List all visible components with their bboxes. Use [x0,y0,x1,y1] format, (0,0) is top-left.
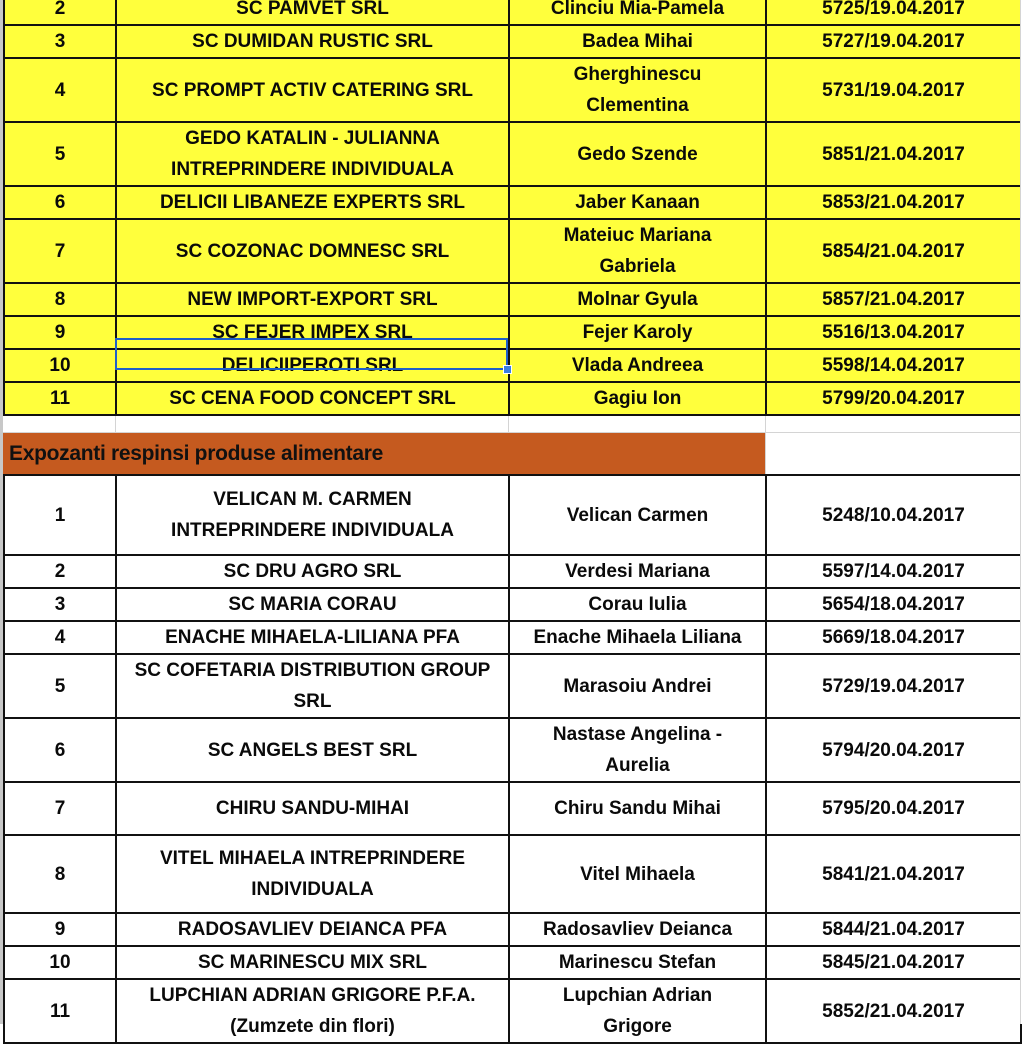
table-row [4,913,1021,946]
cell-registration[interactable]: 5597/14.04.2017 [766,555,1021,588]
company-line: VITEL MIHAELA INTREPRINDERE [159,848,466,869]
company-line: VELICAN M. CARMEN [213,489,412,510]
company-line: (Zumzete din flori) [230,1016,395,1037]
cell-company[interactable]: SC COZONAC DOMNESC SRL [116,219,509,283]
table-row [4,186,1021,219]
cell-nr[interactable]: 11 [4,382,116,415]
cell-person[interactable] [509,718,766,782]
table-row [4,475,1021,555]
cell-person[interactable]: Fejer Karoly [509,316,766,349]
cell-person[interactable]: Vitel Mihaela [509,835,766,913]
cell-nr[interactable]: 3 [4,588,116,621]
cell-company[interactable]: SC PROMPT ACTIV CATERING SRL [116,58,509,122]
accepted-exhibitors-table [3,0,1022,416]
cell-person[interactable]: Gagiu Ion [509,382,766,415]
cell-nr[interactable]: 5 [4,654,116,718]
company-line: GEDO KATALIN - JULIANNA [185,128,440,149]
cell-company[interactable]: SC MARINESCU MIX SRL [116,946,509,979]
cell-person[interactable]: Chiru Sandu Mihai [509,782,766,835]
cell-person[interactable]: Clinciu Mia-Pamela [509,0,766,25]
cell-company-selected[interactable]: DELICIIPEROTI SRL [116,349,509,382]
section-header-rejected[interactable]: Expozanti respinsi produse alimentare [3,433,765,474]
cell-company[interactable]: SC ANGELS BEST SRL [116,718,509,782]
cell-person[interactable]: Marasoiu Andrei [509,654,766,718]
cell-registration[interactable]: 5857/21.04.2017 [766,283,1021,316]
cell-person[interactable]: Marinescu Stefan [509,946,766,979]
table-row [4,283,1021,316]
company-line: INDIVIDUALA [251,879,374,900]
cell-person[interactable]: Corau Iulia [509,588,766,621]
cell-nr[interactable]: 8 [4,283,116,316]
cell-nr[interactable]: 4 [4,621,116,654]
cell-person[interactable] [509,979,766,1043]
person-line: Mateiuc Mariana [563,225,712,246]
cell-registration[interactable]: 5854/21.04.2017 [766,219,1021,283]
cell-registration[interactable]: 5731/19.04.2017 [766,58,1021,122]
table-row [4,122,1021,186]
cell-person[interactable]: Gedo Szende [509,122,766,186]
cell-company[interactable]: NEW IMPORT-EXPORT SRL [116,283,509,316]
cell-person[interactable]: Enache Mihaela Liliana [509,621,766,654]
cell-company[interactable] [116,475,509,555]
cell-company[interactable] [116,979,509,1043]
fill-handle[interactable] [503,365,512,374]
table-row [4,382,1021,415]
person-line: Gherghinescu [573,64,702,85]
cell-registration[interactable]: 5845/21.04.2017 [766,946,1021,979]
table-row [4,316,1021,349]
cell-registration[interactable]: 5851/21.04.2017 [766,122,1021,186]
cell-registration[interactable]: 5248/10.04.2017 [766,475,1021,555]
cell-registration[interactable]: 5852/21.04.2017 [766,979,1021,1043]
cell-nr[interactable]: 8 [4,835,116,913]
company-line: LUPCHIAN ADRIAN GRIGORE P.F.A. [149,985,476,1006]
cell-nr[interactable]: 5 [4,122,116,186]
cell-nr[interactable]: 7 [4,219,116,283]
cell-nr[interactable]: 7 [4,782,116,835]
table-row [4,58,1021,122]
cell-nr[interactable]: 3 [4,25,116,58]
cell-person[interactable]: Vlada Andreea [509,349,766,382]
cell-person[interactable]: Jaber Kanaan [509,186,766,219]
company-line: SC COFETARIA DISTRIBUTION GROUP [134,660,491,681]
cell-registration[interactable]: 5799/20.04.2017 [766,382,1021,415]
cell-nr[interactable]: 10 [4,946,116,979]
cell-registration[interactable]: 5516/13.04.2017 [766,316,1021,349]
cell-nr[interactable]: 9 [4,913,116,946]
table-row [4,219,1021,283]
cell-registration[interactable]: 5844/21.04.2017 [766,913,1021,946]
cell-nr[interactable]: 9 [4,316,116,349]
person-line: Lupchian Adrian [562,985,713,1006]
company-line: INTREPRINDERE INDIVIDUALA [171,159,454,180]
cell-nr[interactable]: 6 [4,186,116,219]
table-row [4,349,1021,382]
cell-company[interactable] [116,835,509,913]
cell-company[interactable] [116,654,509,718]
cell-nr[interactable]: 4 [4,58,116,122]
cell-nr[interactable]: 2 [4,0,116,25]
table-row [4,718,1021,782]
cell-registration[interactable]: 5727/19.04.2017 [766,25,1021,58]
cell-registration[interactable]: 5669/18.04.2017 [766,621,1021,654]
cell-nr[interactable]: 11 [4,979,116,1043]
cell-person[interactable] [509,219,766,283]
cell-registration[interactable]: 5841/21.04.2017 [766,835,1021,913]
person-line: Aurelia [605,755,670,776]
cell-company[interactable]: SC DUMIDAN RUSTIC SRL [116,25,509,58]
cell-company[interactable]: SC PAMVET SRL [116,0,509,25]
table-row [4,0,1021,25]
person-line: Grigore [603,1016,672,1037]
cell-registration[interactable]: 5794/20.04.2017 [766,718,1021,782]
cell-company[interactable]: SC CENA FOOD CONCEPT SRL [116,382,509,415]
cell-registration[interactable]: 5598/14.04.2017 [766,349,1021,382]
table-row [4,621,1021,654]
person-line: Gabriela [599,256,676,277]
cell-company[interactable]: CHIRU SANDU-MIHAI [116,782,509,835]
person-line: Nastase Angelina - [552,724,723,745]
cell-person[interactable]: Radosavliev Deianca [509,913,766,946]
cell-person[interactable]: Badea Mihai [509,25,766,58]
company-line: SRL [293,691,332,712]
rejected-exhibitors-table [3,474,1022,1044]
cell-person[interactable] [509,58,766,122]
cell-company[interactable]: DELICII LIBANEZE EXPERTS SRL [116,186,509,219]
table-row [4,25,1021,58]
cell-person[interactable]: Verdesi Mariana [509,555,766,588]
cell-company[interactable]: SC MARIA CORAU [116,588,509,621]
scroll-edge [1020,0,1024,1024]
cell-company[interactable]: SC FEJER IMPEX SRL [116,316,509,349]
cell-person[interactable]: Molnar Gyula [509,283,766,316]
cell-company[interactable]: SC DRU AGRO SRL [116,555,509,588]
cell-registration[interactable]: 5729/19.04.2017 [766,654,1021,718]
table-row [4,588,1021,621]
table-row [4,654,1021,718]
cell-company[interactable]: RADOSAVLIEV DEIANCA PFA [116,913,509,946]
person-line: Clementina [586,95,689,116]
cell-nr[interactable]: 2 [4,555,116,588]
company-line: INTREPRINDERE INDIVIDUALA [171,520,454,541]
cell-registration[interactable]: 5853/21.04.2017 [766,186,1021,219]
cell-registration[interactable]: 5795/20.04.2017 [766,782,1021,835]
table-row [4,835,1021,913]
table-row [4,555,1021,588]
cell-nr[interactable]: 1 [4,475,116,555]
cell-nr[interactable]: 6 [4,718,116,782]
cell-company[interactable] [116,122,509,186]
cell-nr[interactable]: 10 [4,349,116,382]
table-row [4,782,1021,835]
cell-registration[interactable]: 5654/18.04.2017 [766,588,1021,621]
table-row [4,979,1021,1043]
cell-registration[interactable]: 5725/19.04.2017 [766,0,1021,25]
cell-person[interactable]: Velican Carmen [509,475,766,555]
cell-company[interactable]: ENACHE MIHAELA-LILIANA PFA [116,621,509,654]
table-row [4,946,1021,979]
